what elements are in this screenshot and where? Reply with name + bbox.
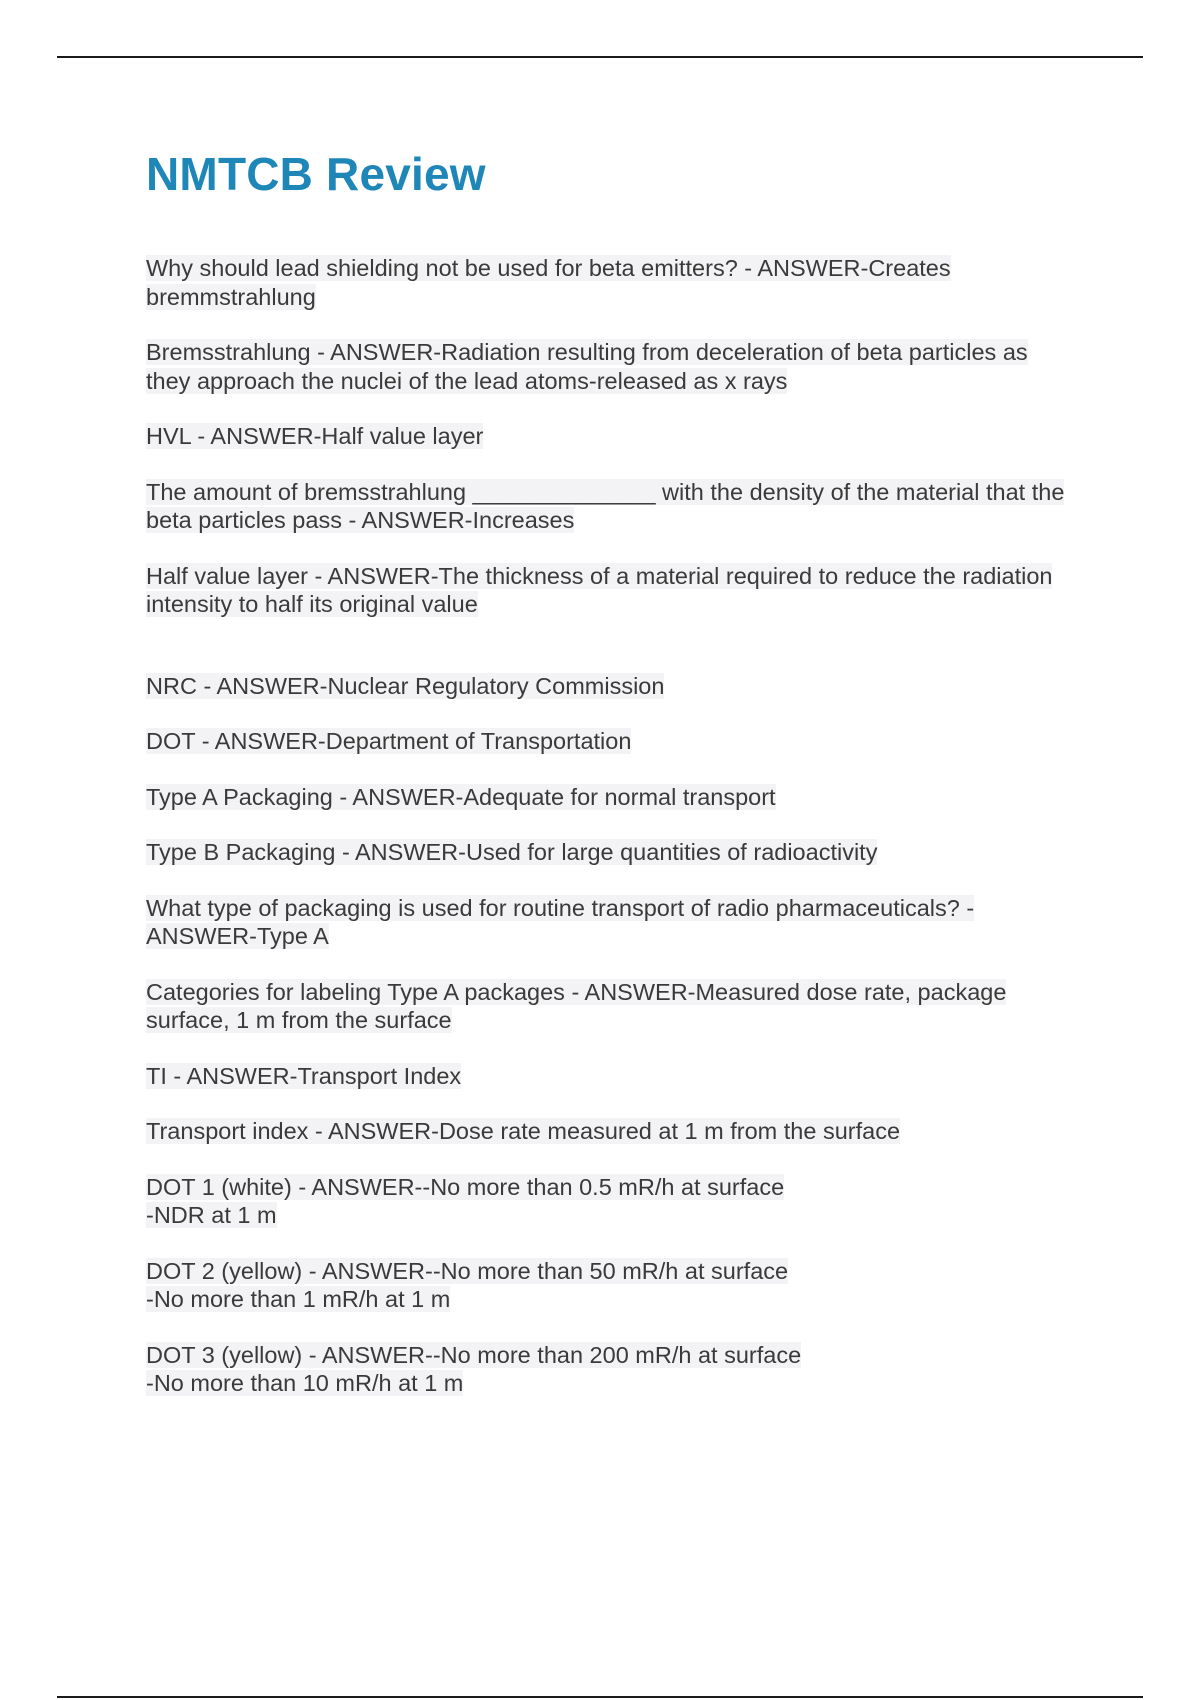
qa-item-text: Type B Packaging - ANSWER-Used for large quantities of radioactivity (146, 839, 878, 865)
qa-item (146, 478, 1086, 535)
qa-item-text: DOT 3 (yellow) - ANSWER--No more than 200 mR/h at surface -No more than 10 mR/h at 1 m (146, 1341, 802, 1396)
qa-item (146, 338, 1086, 395)
qa-item (146, 894, 1086, 951)
qa-item-text: Why should lead shielding not be used for beta emitters? - ANSWER-Creates bremmstrahlung (146, 255, 951, 310)
qa-item (146, 1257, 1086, 1314)
qa-item-text: Transport index - ANSWER-Dose rate measured at 1 m from the surface (146, 1118, 901, 1144)
qa-list (146, 254, 1086, 1425)
qa-item (146, 254, 1086, 311)
qa-item (146, 1173, 1086, 1230)
qa-item-text: HVL - ANSWER-Half value layer (146, 423, 484, 449)
qa-item (146, 562, 1086, 619)
qa-item (146, 672, 1086, 701)
qa-item-text: Type A Packaging - ANSWER-Adequate for normal transport (146, 783, 776, 810)
page-title: NMTCB Review (146, 148, 486, 200)
qa-item-text: NRC - ANSWER-Nuclear Regulatory Commission (146, 672, 665, 699)
qa-item (146, 978, 1086, 1035)
qa-item (146, 422, 1086, 451)
qa-item-text: The amount of bremsstrahlung ______________ with the density of the material that the beta particles pass - ANSWER-Increases (146, 478, 1065, 533)
qa-item (146, 783, 1086, 812)
qa-item-text: DOT 2 (yellow) - ANSWER--No more than 50 mR/h at surface -No more than 1 mR/h at 1 m (146, 1257, 789, 1312)
qa-item-text: TI - ANSWER-Transport Index (146, 1062, 462, 1089)
qa-item (146, 838, 1086, 867)
qa-item-text: What type of packaging is used for routine transport of radio pharmaceuticals? - ANSWER-Type A (146, 894, 975, 949)
qa-item (146, 1062, 1086, 1091)
top-rule (57, 56, 1143, 58)
qa-item (146, 1341, 1086, 1398)
qa-item (146, 1117, 1086, 1146)
qa-item-text: Categories for labeling Type A packages - ANSWER-Measured dose rate, package surface, 1 m from the surface (146, 978, 1007, 1033)
qa-item (146, 727, 1086, 756)
bottom-rule (57, 1696, 1143, 1698)
qa-item-text: Bremsstrahlung - ANSWER-Radiation resulting from deceleration of beta particles as they approach the nuclei of the lead atoms-released as x rays (146, 339, 1028, 394)
qa-item-text: DOT - ANSWER-Department of Transportation (146, 728, 632, 754)
qa-item-text: Half value layer - ANSWER-The thickness of a material required to reduce the radiation intensity to half its original value (146, 562, 1053, 617)
qa-item-text: DOT 1 (white) - ANSWER--No more than 0.5 mR/h at surface -NDR at 1 m (146, 1173, 785, 1228)
